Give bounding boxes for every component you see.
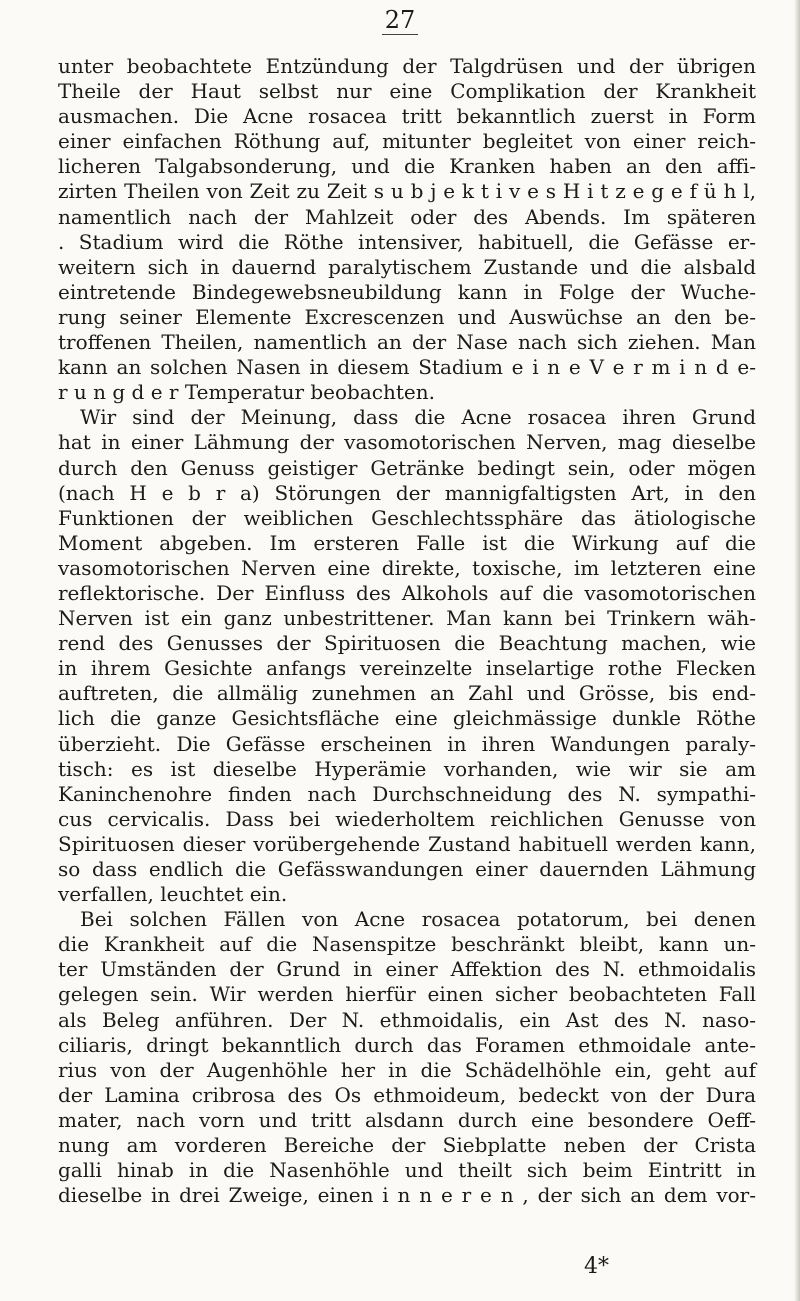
- text-line: licheren Talgabsonderung, und die Kranken haben an den affi-: [58, 154, 756, 179]
- text-line: troffenen Theilen, namentlich an der Nase nach sich ziehen. Man: [58, 330, 756, 355]
- text-line: ciliaris, dringt bekanntlich durch das Foramen ethmoidale ante-: [58, 1032, 756, 1057]
- text-line: galli hinab in die Nasenhöhle und theilt sich beim Eintritt in: [58, 1158, 756, 1183]
- text-line: nung am vorderen Bereiche der Siebplatte neben der Crista: [58, 1133, 756, 1158]
- text-line: r u n g d e r Temperatur beobachten.: [58, 380, 435, 405]
- body-text: [58, 54, 756, 1208]
- text-line: so dass endlich die Gefässwandungen einer dauernden Lähmung: [58, 857, 756, 881]
- page-edge-shadow: [794, 0, 800, 1301]
- text-line: unter beobachtete Entzündung der Talgdrüsen und der übrigen: [58, 54, 756, 78]
- text-line: Funktionen der weiblichen Geschlechtssphäre das ätiologische: [58, 505, 756, 530]
- text-line: verfallen, leuchtet ein.: [58, 882, 288, 907]
- text-line: mater, nach vorn und tritt alsdann durch eine besondere Oeff-: [58, 1107, 756, 1132]
- text-line: namentlich nach der Mahlzeit oder des Abends. Im späteren: [58, 204, 756, 229]
- text-line: rung seiner Elemente Excrescenzen und Auswüchse an den be-: [58, 304, 756, 329]
- text-line: als Beleg anführen. Der N. ethmoidalis, ein Ast des N. naso-: [58, 1007, 756, 1032]
- text-line: zirten Theilen von Zeit zu Zeit s u b j e k t i v e s H i t z e g e f ü h l,: [58, 179, 756, 204]
- text-line: rius von der Augenhöhle her in die Schädelhöhle ein, geht auf: [58, 1057, 756, 1082]
- text-line: gelegen sein. Wir werden hierfür einen sicher beobachteten Fall: [58, 982, 756, 1007]
- text-line: lich die ganze Gesichtsfläche eine gleichmässige dunkle Röthe: [58, 706, 756, 731]
- text-line: cus cervicalis. Dass bei wiederholtem reichlichen Genusse von: [58, 806, 756, 831]
- text-line: einer einfachen Röthung auf, mitunter begleitet von einer reich-: [58, 129, 756, 154]
- text-line: (nach H e b r a) Störungen der mannigfaltigsten Art, in den: [58, 480, 756, 505]
- text-line: dieselbe in drei Zweige, einen i n n e r e n , der sich an dem vor-: [58, 1183, 756, 1208]
- text-line: tisch: es ist dieselbe Hyperämie vorhanden, wie wir sie am: [58, 756, 756, 781]
- text-line: überzieht. Die Gefässe erscheinen in ihren Wandungen paraly-: [58, 731, 756, 756]
- text-line: eintretende Bindegewebsneubildung kann in Folge der Wuche-: [58, 279, 756, 304]
- text-line: reflektorische. Der Einfluss des Alkohols auf die vasomotorischen: [58, 580, 756, 605]
- text-line: durch den Genuss geistiger Getränke bedingt sein, oder mögen: [58, 455, 756, 480]
- text-line: ausmachen. Die Acne rosacea tritt bekanntlich zuerst in Form: [58, 104, 756, 129]
- text-line: vasomotorischen Nerven eine direkte, toxische, im letzteren eine: [58, 555, 756, 580]
- text-line: Bei solchen Fällen von Acne rosacea potatorum, bei denen: [80, 907, 756, 932]
- text-line: der Lamina cribrosa des Os ethmoideum, bedeckt von der Dura: [58, 1082, 756, 1107]
- text-line: in ihrem Gesichte anfangs vereinzelte inselartige rothe Flecken: [58, 656, 756, 681]
- page-number: [0, 6, 800, 35]
- page-number-rule: [382, 34, 418, 35]
- signature-mark: 4*: [584, 1254, 609, 1279]
- text-line: Nerven ist ein ganz unbestrittener. Man kann bei Trinkern wäh-: [58, 606, 756, 631]
- text-line: die Krankheit auf die Nasenspitze beschränkt bleibt, kann un-: [58, 932, 756, 957]
- text-line: Moment abgeben. Im ersteren Falle ist die Wirkung auf die: [58, 530, 756, 555]
- text-line: Spirituosen dieser vorübergehende Zustand habituell werden kann,: [58, 831, 756, 856]
- text-line: kann an solchen Nasen in diesem Stadium e i n e V e r m i n d e-: [58, 355, 756, 380]
- text-line: ter Umständen der Grund in einer Affektion des N. ethmoidalis: [58, 957, 756, 982]
- page-number-text: 27: [384, 6, 416, 34]
- text-line: Kaninchenohre finden nach Durchschneidung des N. sympathi-: [58, 781, 756, 806]
- text-line: Wir sind der Meinung, dass die Acne rosacea ihren Grund: [80, 405, 756, 430]
- text-line: weitern sich in dauernd paralytischem Zustande und die alsbald: [58, 254, 756, 279]
- text-line: rend des Genusses der Spirituosen die Beachtung machen, wie: [58, 631, 756, 656]
- text-line: . Stadium wird die Röthe intensiver, habituell, die Gefässe er-: [58, 229, 756, 254]
- text-line: auftreten, die allmälig zunehmen an Zahl und Grösse, bis end-: [58, 681, 756, 706]
- text-line: hat in einer Lähmung der vasomotorischen Nerven, mag dieselbe: [58, 430, 756, 455]
- text-line: Theile der Haut selbst nur eine Complikation der Krankheit: [58, 79, 756, 104]
